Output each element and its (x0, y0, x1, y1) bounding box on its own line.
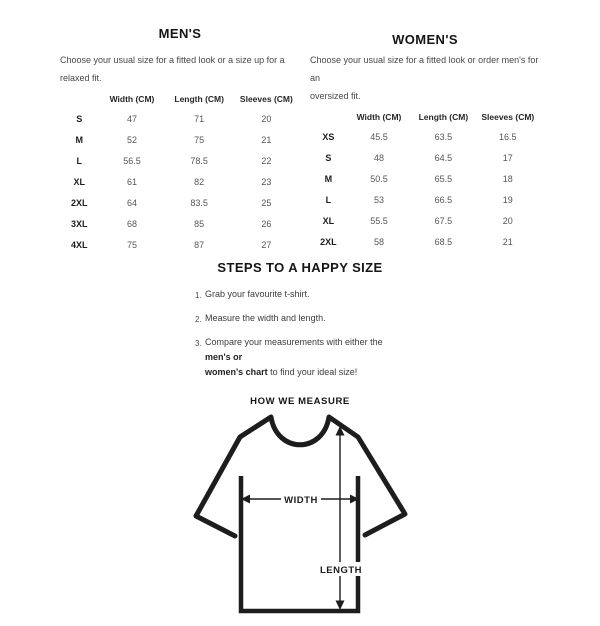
size-value: 17 (502, 152, 513, 163)
size-value: 26 (261, 218, 272, 229)
steps-section (0, 260, 600, 388)
width-column-header: Width (CM) (356, 112, 402, 122)
womens-description (310, 51, 540, 105)
table-row (60, 108, 300, 129)
size-value: 58 (373, 236, 384, 247)
size-value: 71 (194, 113, 205, 124)
size-label: 3XL (70, 218, 88, 229)
womens-title: WOMEN'S (392, 32, 458, 47)
size-guide-page (0, 26, 600, 626)
size-value: 52 (126, 134, 137, 145)
size-value: 67.5 (434, 215, 453, 226)
sleeves-column-header: Sleeves (CM) (239, 94, 293, 104)
size-value: 16.5 (499, 131, 517, 142)
womens-table-header (310, 108, 540, 126)
womens-section (310, 26, 540, 255)
length-label: LENGTH (319, 565, 363, 576)
womens-table-body (310, 126, 540, 252)
size-value: 21 (261, 134, 272, 145)
size-value: 65.5 (434, 173, 453, 184)
size-value: 83.5 (190, 197, 208, 208)
size-value: 64.5 (434, 152, 453, 163)
size-value: 22 (261, 155, 272, 166)
table-row (310, 210, 540, 231)
table-header-row (60, 90, 300, 108)
size-value: 48 (373, 152, 384, 163)
table-row (60, 234, 300, 255)
table-row (60, 150, 300, 171)
step-item-3 (195, 335, 405, 380)
size-label: L (325, 194, 332, 205)
size-value: 75 (194, 134, 205, 145)
steps-title: STEPS TO A HAPPY SIZE (217, 260, 383, 275)
table-row (310, 147, 540, 168)
mens-description-line2: relaxed fit. (60, 73, 102, 83)
size-label: M (324, 173, 333, 184)
size-chart-columns (60, 26, 600, 255)
size-label: 2XL (70, 197, 88, 208)
size-value: 85 (194, 218, 205, 229)
size-label: 2XL (320, 236, 337, 247)
size-value: 18 (502, 173, 513, 184)
size-value: 82 (194, 176, 205, 187)
step-text-post: to find your ideal size! (267, 367, 358, 377)
table-row (60, 171, 300, 192)
step-item-1 (195, 287, 405, 303)
size-column-header (60, 90, 98, 108)
step-number: 3. (195, 339, 202, 348)
size-value: 53 (373, 194, 384, 205)
step-number: 1. (195, 291, 202, 300)
size-value: 68 (126, 218, 137, 229)
size-value: 25 (261, 197, 272, 208)
size-value: 78.5 (190, 155, 208, 166)
table-row (60, 213, 300, 234)
step-text (205, 335, 405, 380)
step-text-pre: Compare your measurements with either the (205, 337, 383, 347)
size-value: 19 (502, 194, 513, 205)
width-column-header: Width (CM) (109, 94, 155, 104)
width-label: WIDTH (284, 495, 318, 506)
step-text: Grab your favourite t-shirt. (205, 289, 310, 299)
length-column-header: Length (CM) (418, 112, 469, 122)
size-label: L (76, 155, 82, 166)
size-label: M (75, 134, 83, 145)
size-value: 75 (126, 239, 137, 250)
womens-size-table (310, 108, 540, 252)
mens-table-body (60, 108, 300, 255)
table-row (60, 129, 300, 150)
size-value: 87 (194, 239, 205, 250)
step-number: 2. (195, 315, 202, 324)
table-row (60, 192, 300, 213)
size-value: 45.5 (370, 131, 388, 142)
size-label: XS (322, 131, 335, 142)
measure-section (0, 396, 600, 626)
size-value: 55.5 (370, 215, 388, 226)
size-value: 23 (261, 176, 272, 187)
size-value: 56.5 (123, 155, 141, 166)
size-label: 4XL (70, 239, 88, 250)
mens-description (60, 51, 300, 87)
step-text-bold-womens: women's chart (205, 367, 268, 377)
size-label: XL (73, 176, 85, 187)
size-label: XL (322, 215, 335, 226)
size-value: 64 (126, 197, 137, 208)
length-column-header: Length (CM) (174, 94, 224, 104)
step-text: Measure the width and length. (205, 313, 326, 323)
length-arrow (336, 426, 345, 610)
size-value: 47 (126, 113, 137, 124)
size-value: 50.5 (370, 173, 388, 184)
tshirt-top-outline (196, 417, 405, 536)
step-text-bold-mens: men's or (205, 352, 243, 362)
table-row (310, 231, 540, 252)
table-row (310, 168, 540, 189)
mens-size-table (60, 90, 300, 255)
size-column-header (310, 108, 347, 126)
sleeves-column-header: Sleeves (CM) (481, 112, 535, 122)
size-value: 20 (261, 113, 272, 124)
mens-title: MEN'S (158, 26, 202, 41)
size-value: 21 (502, 236, 513, 247)
steps-list (195, 287, 405, 388)
size-value: 63.5 (434, 131, 453, 142)
size-value: 66.5 (434, 194, 453, 205)
womens-description-line1: Choose your usual size for a fitted look or order men's for an (310, 55, 539, 83)
size-label: S (325, 152, 332, 163)
table-header-row (310, 108, 540, 126)
measure-title: HOW WE MEASURE (250, 396, 350, 407)
size-value: 27 (261, 239, 272, 250)
size-label: S (76, 113, 83, 124)
size-value: 20 (502, 215, 513, 226)
table-row (310, 126, 540, 147)
mens-section (60, 26, 300, 255)
size-value: 68.5 (434, 236, 453, 247)
tshirt-measure-diagram-icon (185, 414, 415, 626)
mens-description-line1: Choose your usual size for a fitted look or a size up for a (60, 55, 285, 65)
step-item-2 (195, 311, 405, 327)
mens-table-header (60, 90, 300, 108)
womens-description-line2: oversized fit. (310, 91, 361, 101)
size-value: 61 (126, 176, 137, 187)
table-row (310, 189, 540, 210)
